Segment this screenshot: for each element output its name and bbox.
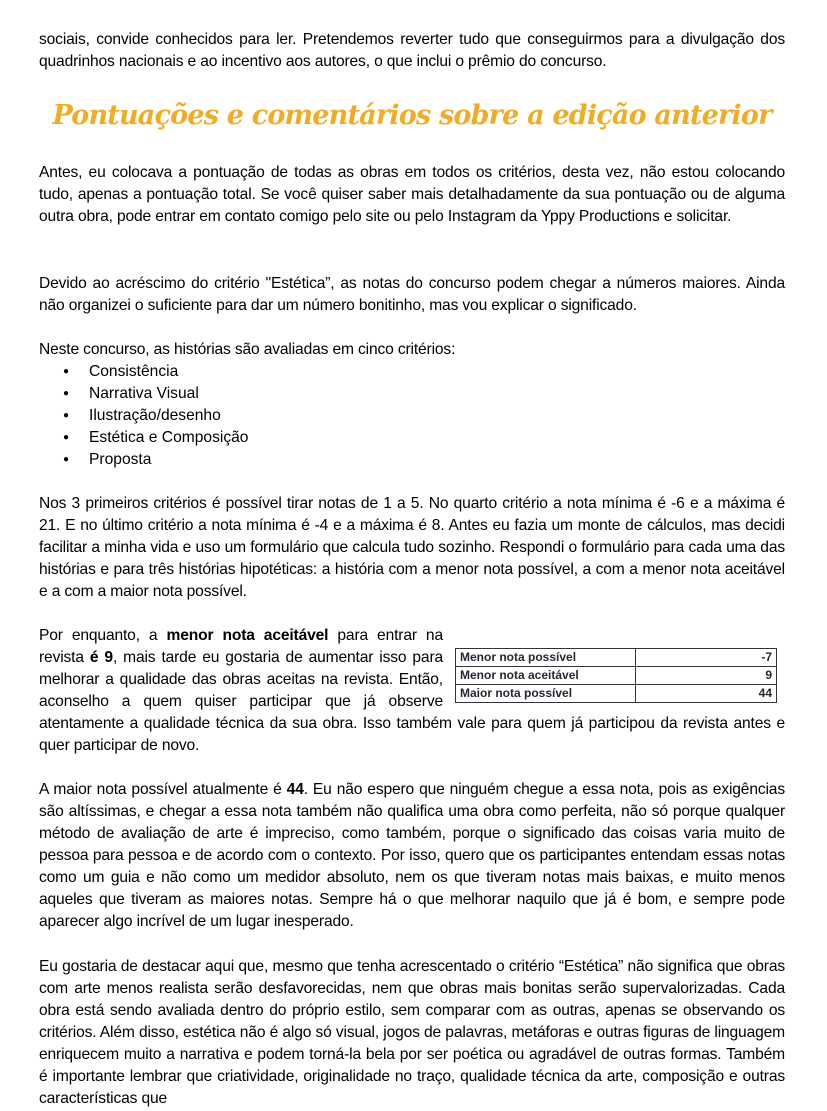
score-value: 44	[636, 685, 777, 703]
criteria-list	[39, 361, 248, 471]
paragraph-criteria-lead: Neste concurso, as histórias são avaliadas em cinco critérios:	[39, 341, 456, 358]
score-label: Maior nota possível	[456, 685, 636, 703]
paragraph-aesthetics-note: Eu gostaria de destacar aqui que, mesmo que tenha acrescentado o critério “Estética” não significa que obras com arte menos realista serão desfavorecidas, nem que obras mais bonitas serão supervalorizadas. Cada obra está sendo avaliada dentro do próprio estilo, sem comparar com as outras, apenas se observando os critérios. Além disso, estética não é algo só visual, jogos de palavras, metáforas e outras figuras de linguagem enriquecem muito a narrativa e podem torná-la bela por ser poética ou agradável de outras formas. Também é importante lembrar que criatividade, originalidade no traço, qualidade técnica da arte, composição e outras características que	[39, 958, 785, 1107]
criteria-item: ● Consistência	[89, 361, 248, 383]
bold-text: 44	[286, 781, 304, 798]
criteria-item: ● Narrativa Visual	[89, 383, 248, 405]
bold-text: é 9	[89, 649, 113, 666]
score-value: -7	[636, 649, 777, 667]
text-span: , mais tarde eu gostaria de aumentar isso para melhorar a qualidade das obras aceitas na revista. Então, aconselho a quem quiser participar que já observe atentamente a qualidade técnica da sua obra. Isso também vale para quem já participou da revista antes e quer participar de novo.	[39, 649, 785, 754]
text-span: Por enquanto, a	[39, 627, 167, 644]
bold-text: menor nota aceitável	[166, 627, 329, 644]
text-span: . Eu não espero que ninguém chegue a essa nota, pois as exigências são altíssimas, e chegar a essa nota também não qualifica uma obra como perfeita, não só porque qualquer método de avaliação de arte é impreciso, como também, porque o significado das coisas varia muito de pessoa para pessoa e de acordo com o contexto. Por isso, quero que os participantes entendam essas notas como um guia e não como um medidor absoluto, nem os que tiveram notas mais baixas, e muito menos aqueles que tiveram as maiores notas. Sempre há o que melhorar naquilo que já é bom, e sempre pode aparecer algo incrível de um lugar inesperado.	[39, 781, 785, 930]
paragraph-maximum-score	[39, 779, 785, 933]
table-row	[456, 685, 777, 703]
score-label: Menor nota possível	[456, 649, 636, 667]
text-span: para entrar na revista	[39, 627, 443, 666]
intro-paragraph-tail: sociais, convide conhecidos para ler. Pretendemos reverter tudo que conseguirmos para a divulgação dos quadrinhos nacionais e ao incentivo aos autores, o que inclui o prêmio do concurso.	[39, 31, 785, 70]
criteria-item: ● Proposta	[89, 449, 248, 471]
score-label: Menor nota aceitável	[456, 667, 636, 685]
section-title: Pontuações e comentários sobre a edição anterior	[52, 100, 772, 131]
score-table	[455, 648, 777, 703]
paragraph-score-ranges: Nos 3 primeiros critérios é possível tirar notas de 1 a 5. No quarto critério a nota mínima é -6 e a máxima é 21. E no último critério a nota mínima é -4 e a máxima é 8. Antes eu fazia um monte de cálculos, mas decidi facilitar a minha vida e uso um formulário que calcula tudo sozinho. Respondi o formulário para cada uma das histórias e para três histórias hipotéticas: a história com a menor nota possível, a com a menor nota aceitável e a com a maior nota possível.	[39, 495, 785, 600]
table-row	[456, 667, 777, 685]
minimum-score-section	[39, 625, 785, 757]
table-row	[456, 649, 777, 667]
paragraph-scores-intro: Antes, eu colocava a pontuação de todas as obras em todos os critérios, desta vez, não estou colocando tudo, apenas a pontuação total. Se você quiser saber mais detalhadamente da sua pontuação ou de alguma outra obra, pode entrar em contato comigo pelo site ou pelo Instagram da Yppy Productions e solicitar.	[39, 164, 785, 225]
score-value: 9	[636, 667, 777, 685]
criteria-item: ● Ilustração/desenho	[89, 405, 248, 427]
paragraph-aesthetics-criterion: Devido ao acréscimo do critério "Estética”, as notas do concurso podem chegar a números maiores. Ainda não organizei o suficiente para dar um número bonitinho, mas vou explicar o significado.	[39, 275, 785, 314]
text-span: A maior nota possível atualmente é	[39, 781, 287, 798]
criteria-item: ● Estética e Composição	[89, 427, 248, 449]
